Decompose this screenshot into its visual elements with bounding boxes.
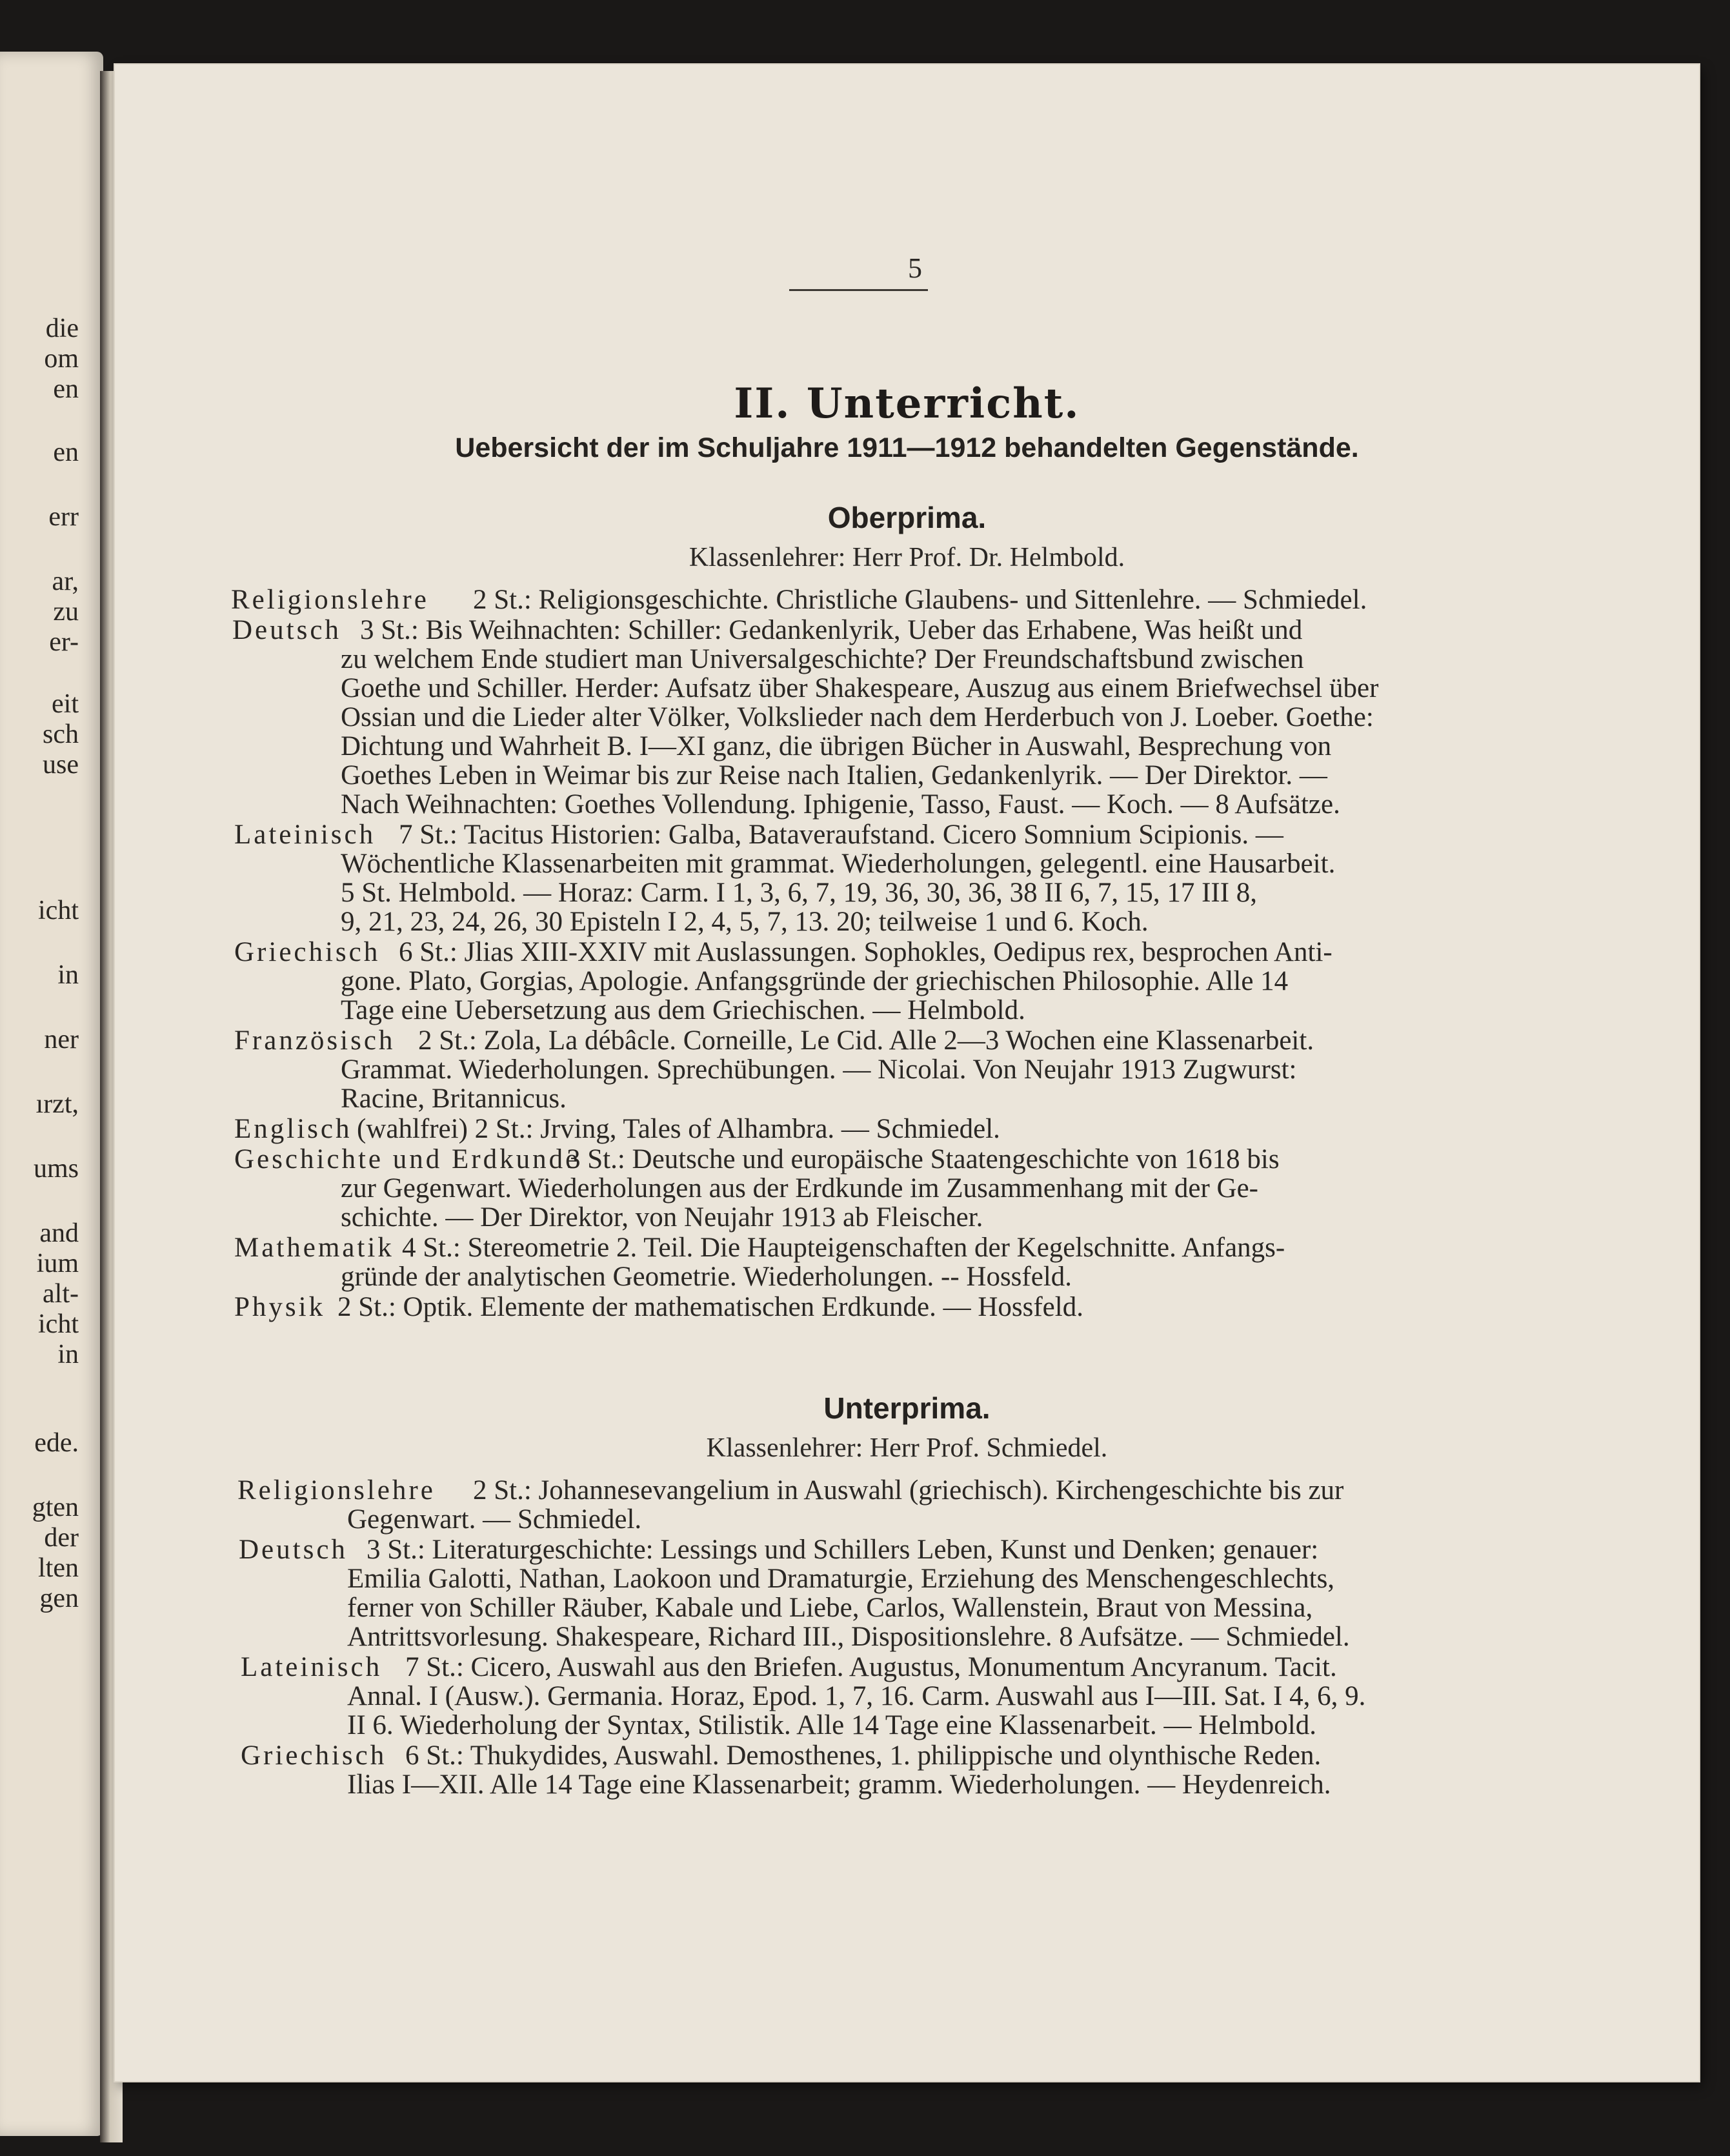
facing-page-fragment: icht bbox=[38, 1309, 79, 1339]
facing-page-fragment: lten bbox=[38, 1553, 79, 1583]
subject-text-line: Racine, Britannicus. bbox=[341, 1083, 567, 1114]
facing-page-fragment: ar, bbox=[52, 567, 79, 596]
subject-franzoesisch: Französisch bbox=[234, 1025, 396, 1056]
facing-page-fragment: ums bbox=[33, 1154, 79, 1184]
subject-text-line: Wöchentliche Klassenarbeiten mit grammat. Wiederholungen, gelegentl. eine Hausarbeit. bbox=[341, 849, 1336, 879]
subject-text-line: 7 St.: Tacitus Historien: Galba, Bataveraufstand. Cicero Somnium Scipionis. — bbox=[399, 820, 1283, 850]
subject-text-line: Grammat. Wiederholungen. Sprechübungen. — Nicolai. Von Neujahr 1913 Zugwurst: bbox=[341, 1054, 1297, 1085]
facing-page-fragment: and bbox=[39, 1218, 79, 1248]
facing-page-fragment: eit bbox=[52, 689, 79, 719]
subject-text-line: Antrittsvorlesung. Shakespeare, Richard III., Dispositionslehre. 8 Aufsätze. — Schmiedel. bbox=[347, 1622, 1350, 1652]
subject-text-line: Emilia Galotti, Nathan, Laokoon und Dramaturgie, Erziehung des Menschengeschlechts, bbox=[347, 1564, 1335, 1594]
subject-religionslehre: Religionslehre bbox=[237, 1475, 436, 1506]
page-subtitle: Uebersicht der im Schuljahre 1911—1912 behandelten Gegenstände. bbox=[455, 432, 1359, 463]
facing-page-edge bbox=[0, 52, 103, 2136]
facing-page-fragment: alt- bbox=[43, 1279, 79, 1309]
facing-page-fragment: use bbox=[43, 750, 79, 780]
subject-text-line: II 6. Wiederholung der Syntax, Stilistik. Alle 14 Tage eine Klassenarbeit. — Helmbold. bbox=[347, 1710, 1316, 1740]
subject-mathematik: Mathematik bbox=[234, 1233, 394, 1263]
subject-text-line: 2 St.: Optik. Elemente der mathematischen Erdkunde. — Hossfeld. bbox=[337, 1292, 1083, 1322]
subject-text-line: 4 St.: Stereometrie 2. Teil. Die Haupteigenschaften der Kegelschnitte. Anfangs- bbox=[402, 1233, 1285, 1263]
subject-text-line: gründe der analytischen Geometrie. Wiederholungen. -- Hossfeld. bbox=[341, 1262, 1072, 1292]
facing-page-fragment: en bbox=[53, 374, 79, 404]
facing-page-fragment: err bbox=[48, 502, 79, 532]
subject-text-line: zur Gegenwart. Wiederholungen aus der Erdkunde im Zusammenhang mit der Ge- bbox=[341, 1173, 1258, 1204]
facing-page-fragment: in bbox=[57, 960, 79, 990]
facing-page-fragment: gen bbox=[39, 1584, 79, 1613]
class-teacher-unterprima: Klassenlehrer: Herr Prof. Schmiedel. bbox=[706, 1433, 1108, 1463]
subject-text-line: gone. Plato, Gorgias, Apologie. Anfangsgründe der griechischen Philosophie. Alle 14 bbox=[341, 966, 1289, 996]
subject-lateinisch: Lateinisch bbox=[234, 820, 376, 850]
section-title-oberprima: Oberprima. bbox=[827, 501, 987, 534]
subject-deutsch: Deutsch bbox=[239, 1535, 348, 1565]
subject-deutsch: Deutsch bbox=[232, 615, 341, 645]
facing-page-fragment: ner bbox=[44, 1025, 79, 1054]
document-page bbox=[115, 65, 1699, 2081]
subject-text-line: ferner von Schiller Räuber, Kabale und Liebe, Carlos, Wallenstein, Braut von Messina, bbox=[347, 1593, 1313, 1623]
subject-text-line: Ilias I—XII. Alle 14 Tage eine Klassenarbeit; gramm. Wiederholungen. — Heydenreich. bbox=[347, 1769, 1331, 1800]
subject-lateinisch: Lateinisch bbox=[241, 1652, 383, 1682]
subject-physik: Physik bbox=[234, 1292, 326, 1322]
page-number-rule bbox=[789, 289, 928, 291]
facing-page-fragment: icht bbox=[38, 896, 79, 925]
subject-text-line: Gegenwart. — Schmiedel. bbox=[347, 1504, 642, 1535]
class-teacher-oberprima: Klassenlehrer: Herr Prof. Dr. Helmbold. bbox=[689, 543, 1125, 572]
facing-page-fragment: gten bbox=[32, 1493, 79, 1522]
subject-text-line: schichte. — Der Direktor, von Neujahr 1913 ab Fleischer. bbox=[341, 1202, 983, 1233]
subject-text-line: Tage eine Uebersetzung aus dem Griechischen. — Helmbold. bbox=[341, 995, 1025, 1025]
page-title: II. Unterricht. bbox=[734, 379, 1080, 428]
facing-page-fragment: om bbox=[44, 344, 79, 374]
subject-text-line: Nach Weihnachten: Goethes Vollendung. Iphigenie, Tasso, Faust. — Koch. — 8 Aufsätze. bbox=[341, 789, 1340, 820]
facing-page-fragment: er- bbox=[49, 627, 79, 657]
facing-page-fragment: sch bbox=[43, 720, 79, 749]
subject-text-line: Ossian und die Lieder alter Völker, Volkslieder nach dem Herderbuch von J. Loeber. Goethe: bbox=[341, 702, 1374, 732]
subject-geschichte-erdkunde: Geschichte und Erdkunde bbox=[234, 1144, 581, 1174]
subject-text-line: 6 St.: Thukydides, Auswahl. Demosthenes, 1. philippische und olynthische Reden. bbox=[405, 1740, 1322, 1771]
page-number: 5 bbox=[908, 252, 922, 284]
subject-englisch: Englisch bbox=[234, 1114, 352, 1144]
facing-page-fragment: ede. bbox=[34, 1428, 79, 1458]
facing-page-fragment: der bbox=[44, 1523, 79, 1553]
facing-page-fragment: in bbox=[57, 1340, 79, 1369]
subject-text-line: (wahlfrei) 2 St.: Jrving, Tales of Alhambra. — Schmiedel. bbox=[357, 1114, 1000, 1144]
subject-griechisch: Griechisch bbox=[241, 1740, 387, 1771]
subject-text-line: zu welchem Ende studiert man Universalgeschichte? Der Freundschaftsbund zwischen bbox=[341, 644, 1304, 674]
subject-text-line: 3 St.: Bis Weihnachten: Schiller: Gedankenlyrik, Ueber das Erhabene, Was heißt und bbox=[360, 615, 1303, 645]
subject-text-line: 3 St.: Literaturgeschichte: Lessings und Schillers Leben, Kunst und Denken; genauer: bbox=[367, 1535, 1319, 1565]
subject-text-line: 7 St.: Cicero, Auswahl aus den Briefen. Augustus, Monumentum Ancyranum. Tacit. bbox=[405, 1652, 1337, 1682]
subject-griechisch: Griechisch bbox=[234, 937, 381, 967]
facing-page-fragment: en bbox=[53, 438, 79, 467]
facing-page-fragment: ırzt, bbox=[35, 1089, 79, 1119]
facing-page-fragment: die bbox=[45, 314, 79, 343]
subject-text-line: Annal. I (Ausw.). Germania. Horaz, Epod. 1, 7, 16. Carm. Auswahl aus I—III. Sat. I 4, 6, 9. bbox=[347, 1681, 1366, 1711]
subject-religionslehre: Religionslehre bbox=[231, 585, 429, 615]
section-title-unterprima: Unterprima. bbox=[823, 1391, 991, 1425]
facing-page-fragment: zu bbox=[53, 597, 79, 627]
subject-text-line: Goethes Leben in Weimar bis zur Reise nach Italien, Gedankenlyrik. — Der Direktor. — bbox=[341, 760, 1327, 791]
subject-text-line: 6 St.: Jlias XIII-XXIV mit Auslassungen. Sophokles, Oedipus rex, besprochen Anti- bbox=[399, 937, 1333, 967]
subject-text-line: 2 St.: Zola, La débâcle. Corneille, Le Cid. Alle 2—3 Wochen eine Klassenarbeit. bbox=[418, 1025, 1314, 1056]
subject-text-line: Goethe und Schiller. Herder: Aufsatz über Shakespeare, Auszug aus einem Briefwechsel über bbox=[341, 673, 1379, 703]
subject-text-line: 2 St.: Religionsgeschichte. Christliche Glaubens- und Sittenlehre. — Schmiedel. bbox=[473, 585, 1367, 615]
subject-text-line: 2 St.: Johannesevangelium in Auswahl (griechisch). Kirchengeschichte bis zur bbox=[473, 1475, 1344, 1506]
subject-text-line: 5 St. Helmbold. — Horaz: Carm. I 1, 3, 6, 7, 19, 36, 30, 36, 38 II 6, 7, 15, 17 III 8, bbox=[341, 878, 1258, 908]
subject-text-line: 3 St.: Deutsche und europäische Staatengeschichte von 1618 bis bbox=[567, 1144, 1280, 1174]
subject-text-line: 9, 21, 23, 24, 26, 30 Episteln I 2, 4, 5, 7, 13. 20; teilweise 1 und 6. Koch. bbox=[341, 907, 1149, 937]
subject-text-line: Dichtung und Wahrheit B. I—XI ganz, die übrigen Bücher in Auswahl, Besprechung von bbox=[341, 731, 1332, 761]
facing-page-fragment: ium bbox=[36, 1249, 79, 1278]
